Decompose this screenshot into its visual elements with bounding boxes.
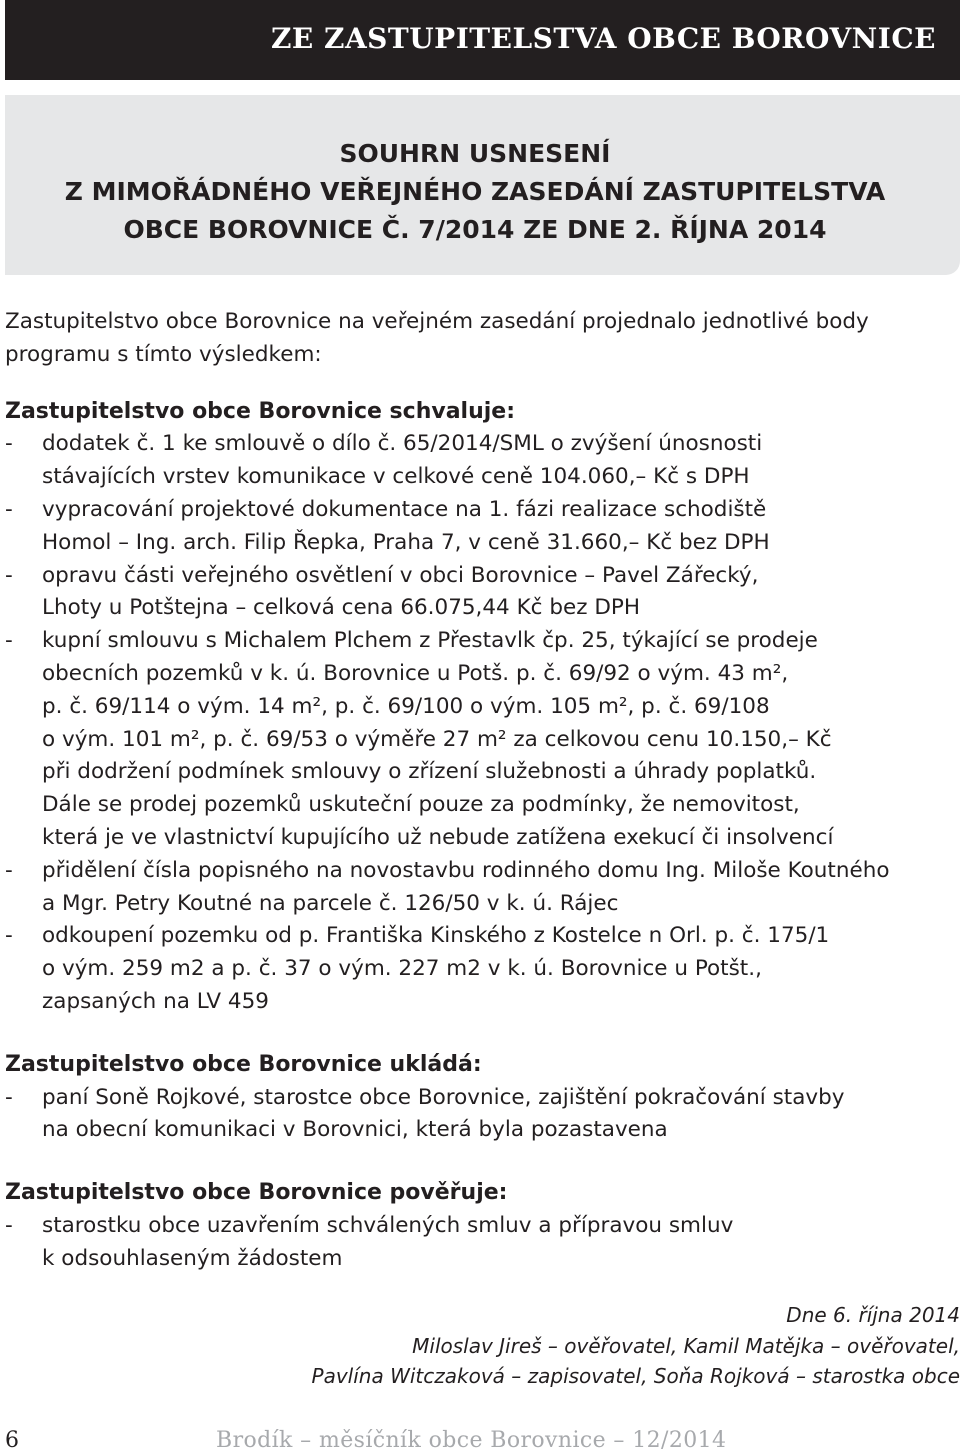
- item-line: zapsaných na LV 459: [42, 988, 269, 1014]
- item-line: p. č. 69/114 o vým. 14 m², p. č. 69/100 o vým. 105 m², p. č. 69/108: [42, 693, 770, 719]
- item-line: Lhoty u Potštejna – celková cena 66.075,44 Kč bez DPH: [42, 595, 641, 621]
- page-number: 6: [5, 1428, 19, 1453]
- imposes-list: [5, 1082, 960, 1148]
- header-bar: [5, 0, 960, 80]
- resolution-title-box: [5, 95, 960, 275]
- list-item: [5, 428, 960, 494]
- item-line: při dodržení podmínek smlouvy o zřízení služebnosti a úhrady poplatků.: [42, 759, 817, 785]
- approves-list: [5, 428, 960, 1018]
- list-item: [5, 855, 960, 921]
- item-line: k odsouhlaseným žádostem: [42, 1245, 343, 1271]
- signature-block: [0, 1300, 960, 1392]
- item-line: o vým. 259 m2 a p. č. 37 o vým. 227 m2 v k. ú. Borovnice u Potšt.,: [42, 956, 762, 982]
- item-line: přidělení čísla popisného na novostavbu rodinného domu Ing. Miloše Koutného: [42, 857, 890, 883]
- dash-bullet: -: [5, 628, 13, 654]
- dash-bullet: -: [5, 1084, 13, 1110]
- signature-line: Miloslav Jireš – ověřovatel, Kamil Matějka – ověřovatel,: [412, 1333, 960, 1358]
- list-item: [5, 494, 960, 560]
- page-footer: [0, 1418, 960, 1453]
- list-item: [5, 560, 960, 626]
- item-line: a Mgr. Petry Koutné na parcele č. 126/50 v k. ú. Rájec: [42, 890, 619, 916]
- authorizes-list: [5, 1210, 960, 1276]
- item-line: opravu části veřejného osvětlení v obci Borovnice – Pavel Zářecký,: [42, 562, 759, 588]
- item-line: o vým. 101 m², p. č. 69/53 o výměře 27 m² za celkovou cenu 10.150,– Kč: [42, 726, 832, 752]
- list-item: [5, 1210, 960, 1276]
- item-line: paní Soně Rojkové, starostce obce Borovnice, zajištění pokračování stavby: [42, 1084, 845, 1110]
- item-line: Dále se prodej pozemků uskuteční pouze za podmínky, že nemovitost,: [42, 792, 800, 818]
- item-line: dodatek č. 1 ke smlouvě o dílo č. 65/2014/SML o zvýšení únosnosti: [42, 431, 763, 457]
- article-body: [5, 306, 960, 1276]
- intro-line: Zastupitelstvo obce Borovnice na veřejném zasedání projednalo jednotlivé body: [5, 309, 869, 334]
- title-line: OBCE BOROVNICE Č. 7/2014 ZE DNE 2. ŘÍJNA 2014: [123, 215, 827, 244]
- dash-bullet: -: [5, 857, 13, 883]
- list-item: [5, 920, 960, 1018]
- item-line: kupní smlouvu s Michalem Plchem z Přestavlk čp. 25, týkající se prodeje: [42, 628, 818, 654]
- dash-bullet: -: [5, 1212, 13, 1238]
- dash-bullet: -: [5, 496, 13, 522]
- publication-name: Brodík – měsíčník obce Borovnice – 12/2014: [216, 1428, 727, 1453]
- item-line: která je ve vlastnictví kupujícího už nebude zatížena exekucí či insolvencí: [42, 824, 834, 850]
- title-line: Z MIMOŘÁDNÉHO VEŘEJNÉHO ZASEDÁNÍ ZASTUPITELSTVA: [64, 177, 886, 206]
- item-line: stávajících vrstev komunikace v celkové ceně 104.060,– Kč s DPH: [42, 464, 750, 490]
- imposes-heading: Zastupitelstvo obce Borovnice ukládá:: [5, 1051, 482, 1077]
- list-item: [5, 1082, 960, 1148]
- item-line: Homol – Ing. arch. Filip Řepka, Praha 7, v ceně 31.660,– Kč bez DPH: [42, 529, 770, 555]
- list-item: [5, 625, 960, 855]
- dash-bullet: -: [5, 562, 13, 588]
- item-line: vypracování projektové dokumentace na 1. fázi realizace schodiště: [42, 496, 767, 522]
- intro-line: programu s tímto výsledkem:: [5, 341, 322, 367]
- signature-date: Dne 6. října 2014: [786, 1303, 960, 1327]
- approves-heading: Zastupitelstvo obce Borovnice schvaluje:: [5, 398, 516, 424]
- item-line: starostku obce uzavřením schválených smluv a přípravou smluv: [42, 1212, 734, 1238]
- title-line: SOUHRN USNESENÍ: [339, 139, 611, 168]
- resolution-title: [5, 135, 945, 249]
- item-line: na obecní komunikaci v Borovnici, která byla pozastavena: [42, 1117, 668, 1143]
- section-title: ZE ZASTUPITELSTVA OBCE BOROVNICE: [270, 22, 936, 55]
- signature-line: Pavlína Witczaková – zapisovatel, Soňa Rojková – starostka obce: [311, 1364, 960, 1388]
- authorizes-heading: Zastupitelstvo obce Borovnice pověřuje:: [5, 1180, 508, 1206]
- item-line: obecních pozemků v k. ú. Borovnice u Potš. p. č. 69/92 o vým. 43 m²,: [42, 660, 789, 686]
- dash-bullet: -: [5, 923, 13, 949]
- dash-bullet: -: [5, 431, 13, 457]
- item-line: odkoupení pozemku od p. Františka Kinského z Kostelce n Orl. p. č. 175/1: [42, 923, 830, 949]
